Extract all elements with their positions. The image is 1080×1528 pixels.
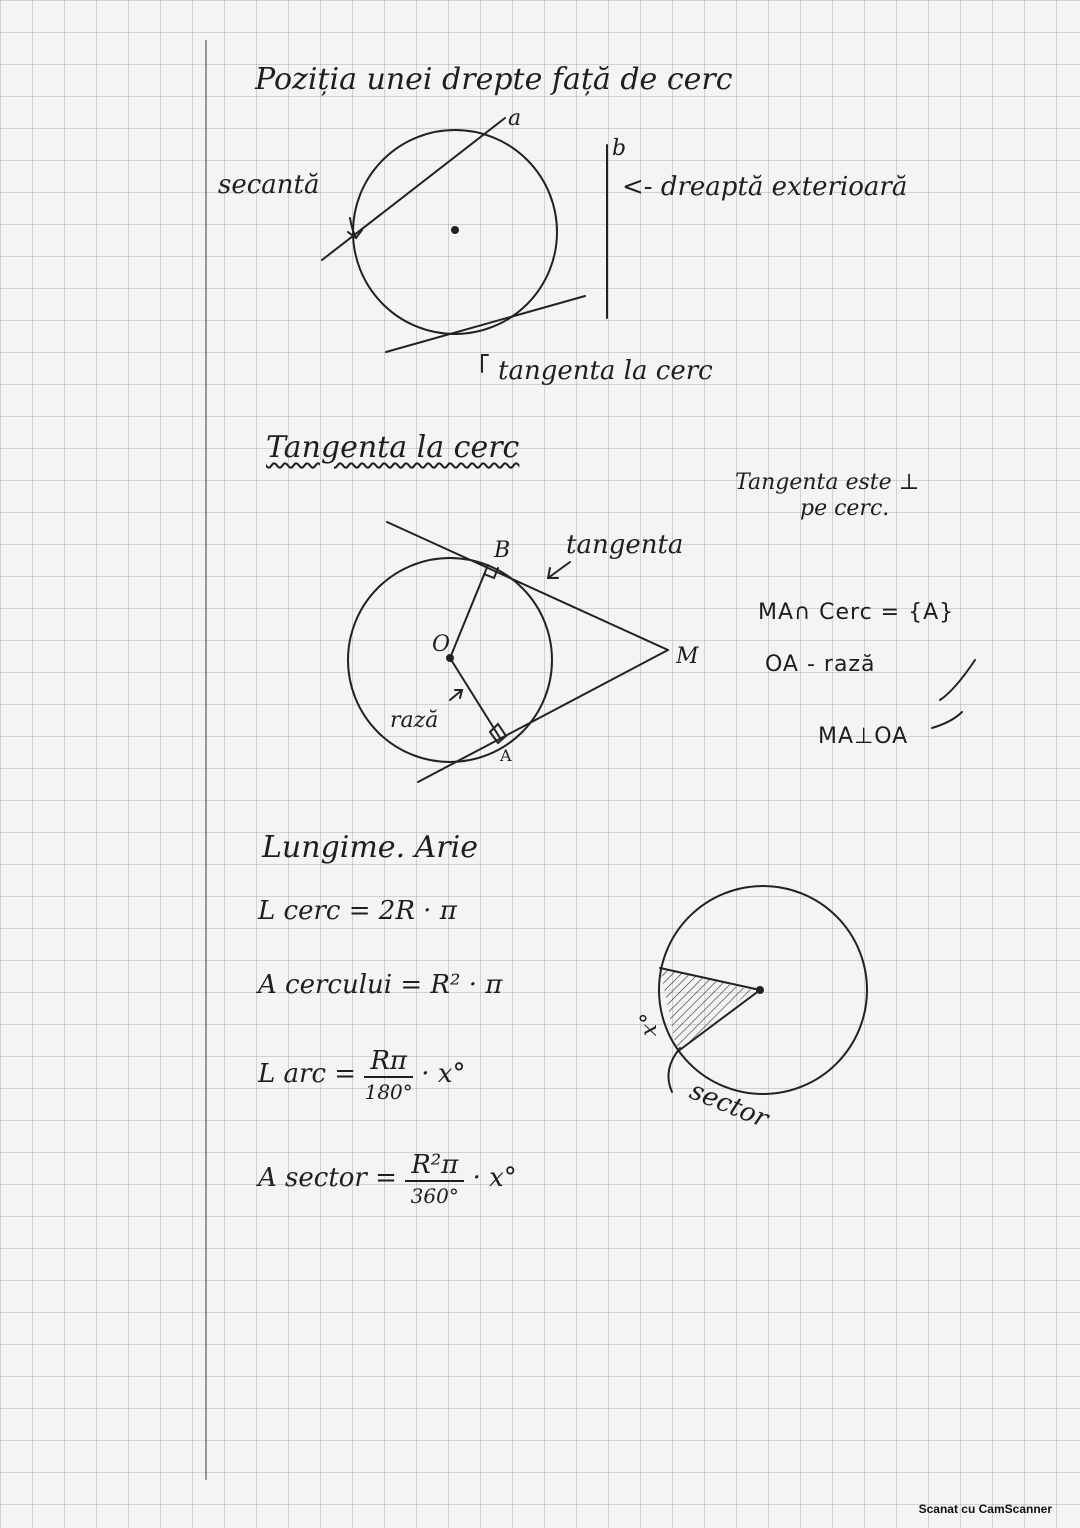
sector-area-eq: = <box>375 1163 397 1193</box>
arc-length-eq: = <box>334 1059 357 1089</box>
radius-OA <box>450 658 500 738</box>
tangent-line-1 <box>386 296 585 352</box>
sector-area-numerator: R²π <box>405 1150 464 1182</box>
arc-length-fraction <box>364 1046 413 1104</box>
formulas-heading: Lungime. Arie <box>262 830 478 865</box>
secant-arrow <box>348 218 362 238</box>
page-title: Poziția unei drepte față de cerc <box>255 62 733 97</box>
fact-intersection: MA∩ Cerc = {A} <box>758 600 955 625</box>
tangent-note-line1: Tangenta este ⊥ <box>735 470 920 495</box>
circle-area-formula <box>258 970 502 1000</box>
circle-area-rhs: = R² · π <box>400 970 503 1000</box>
sector-area-denominator: 360° <box>410 1184 459 1208</box>
arc-length-lhs: L arc <box>258 1059 327 1089</box>
line-a-label: a <box>508 106 522 131</box>
sector-label: sector <box>685 1075 773 1135</box>
point-B-label: B <box>494 538 511 563</box>
arc-length-formula <box>258 1046 466 1104</box>
circle-length-lhs: L cerc <box>258 896 341 926</box>
arc-length-denominator: 180° <box>364 1080 413 1104</box>
circle-area-lhs: A cercului <box>258 970 393 1000</box>
radius-arrow <box>450 690 462 700</box>
arc-length-factor: · x° <box>421 1059 466 1089</box>
sector-angle-label: x° <box>637 1012 663 1037</box>
arc-length-numerator: Rπ <box>364 1046 413 1078</box>
tangent-heading: Tangenta la cerc <box>266 430 520 465</box>
secant-label: secantă <box>218 170 320 200</box>
position-circle-center <box>452 227 458 233</box>
note-arrow <box>932 660 975 728</box>
sector-arrow <box>668 1048 680 1092</box>
fact-radius: OA - rază <box>765 652 876 677</box>
point-M-label: M <box>676 644 699 669</box>
circle-length-formula <box>258 896 457 926</box>
sector-hatch <box>660 968 752 1052</box>
tangent-line-MA <box>418 650 668 782</box>
sector-area-formula <box>258 1150 517 1208</box>
tangent-note-line2: pe cerc. <box>800 496 890 521</box>
tangent-diagram-label: tangenta <box>566 530 684 560</box>
radius-label: rază <box>390 708 439 733</box>
tangent-bracket <box>482 355 488 372</box>
sector-area-fraction <box>405 1150 464 1208</box>
point-O-label: O <box>432 632 451 657</box>
circle-length-rhs: = 2R · π <box>348 896 457 926</box>
point-A-label: A <box>500 746 512 765</box>
sector-area-factor: · x° <box>472 1163 517 1193</box>
sector-area-lhs: A sector <box>258 1163 367 1193</box>
line-b-label: b <box>612 136 627 161</box>
radius-OB <box>450 565 488 658</box>
fact-perpendicular: MA⊥OA <box>818 724 909 749</box>
tangent-label-arrow <box>548 562 570 578</box>
scanner-watermark: Scanat cu CamScanner <box>918 1502 1052 1516</box>
exterior-line-label: <- dreaptă exterioară <box>622 172 908 202</box>
sector-center <box>757 987 763 993</box>
tangent-line-label: tangenta la cerc <box>498 356 713 386</box>
